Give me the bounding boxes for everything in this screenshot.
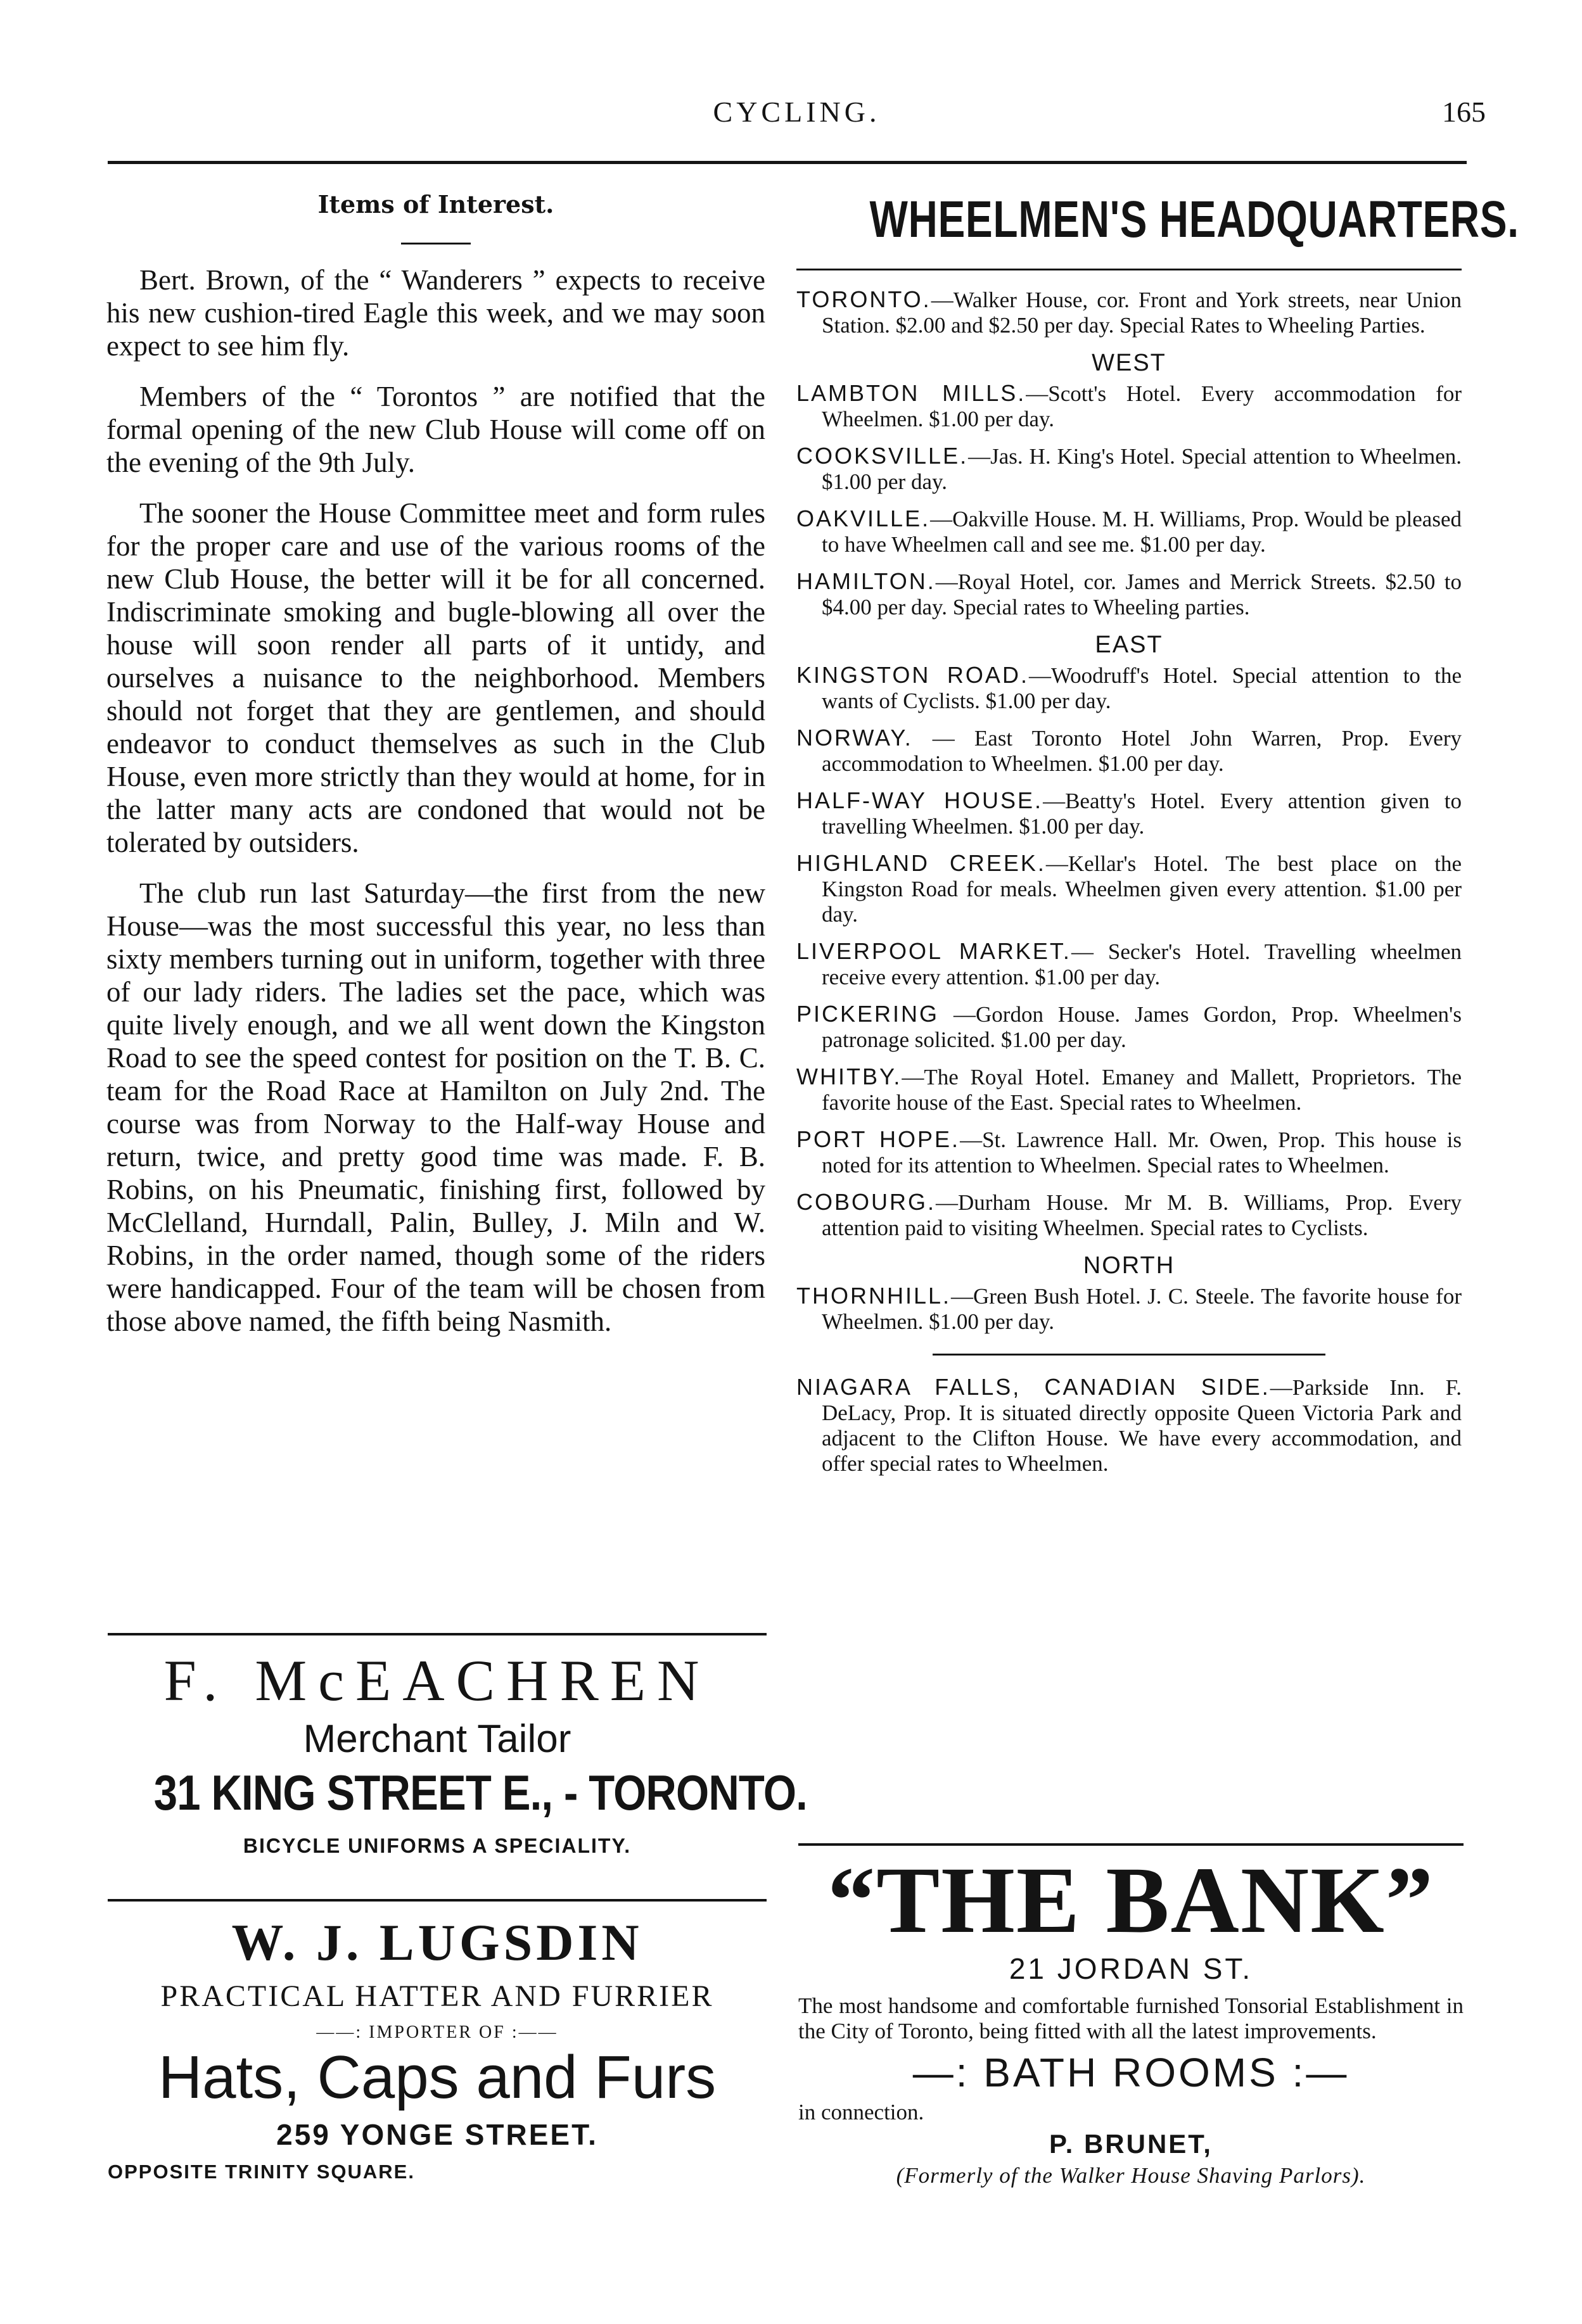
headquarters-heading: WHEELMEN'S HEADQUARTERS. [869,191,1519,248]
entry-place: PORT HOPE. [796,1126,960,1152]
entry-text: —Durham House. Mr M. B. Williams, Prop. Every attention paid to visiting Wheelmen. Special rates to Cyclists. [822,1190,1462,1240]
hotel-entry [796,663,1462,714]
hotel-entry [796,788,1462,839]
entry-place: HALF-WAY HOUSE. [796,787,1043,813]
entry-text: — Secker's Hotel. Travelling wheelmen receive every attention. $1.00 per day. [822,939,1462,989]
hotel-entry [796,939,1462,990]
header-rule [108,161,1467,164]
region-heading: WEST [1092,350,1166,376]
entry-text: —Gordon House. James Gordon, Prop. Wheelmen's patronage solicited. $1.00 per day. [822,1002,1462,1052]
mceachren-specialty: BICYCLE UNIFORMS A SPECIALITY. [243,1834,632,1857]
lugsdin-advertisement [108,1913,767,2183]
running-head [108,95,1486,139]
hotel-entry [796,569,1462,620]
left-column-end-rule [108,1633,767,1635]
item-paragraph: Members of the “ Torontos ” are notified that the formal opening of the new Club House will come off on the evening of the 9th July. [106,381,765,478]
mceachren-address: 31 KING STREET E., - TORONTO. [153,1765,807,1820]
bank-top-rule [798,1843,1464,1846]
lugsdin-goods: Hats, Caps and Furs [158,2043,717,2111]
entry-place: PICKERING [796,1001,940,1027]
headquarters-rule [796,269,1462,270]
bank-title: “THE BANK” [827,1848,1434,1953]
mceachren-trade: Merchant Tailor [303,1717,571,1761]
entry-text: —The Royal Hotel. Emaney and Mallett, Proprietors. The favorite house of the East. Special rates to Wheelmen. [822,1065,1462,1115]
hotel-entry [796,506,1462,557]
ad-separator-rule [108,1899,767,1902]
hotel-entry [796,725,1462,777]
entry-text: —Woodruff's Hotel. Special attention to the wants of Cyclists. $1.00 per day. [822,663,1462,713]
mceachren-name: F. McEACHREN [163,1648,711,1713]
hotel-entry [796,381,1462,432]
lugsdin-address: 259 YONGE STREET. [276,2118,598,2151]
entry-text: —Beatty's Hotel. Every attention given to travelling Wheelmen. $1.00 per day. [822,789,1462,839]
hotel-entry [796,1001,1462,1053]
region-heading: NORTH [1083,1252,1175,1279]
item-paragraph: The sooner the House Committee meet and form rules for the proper care and use of the various rooms of the new Club House, the better will it be for all concerned. Indiscriminate smoking and bugle-blowing all over the house will soon render all parts of it untidy, and ourselves a nuisance to the neighborhood. Members should not forget that they are gentlemen, and should endeavor to conduct themselves as such in the Club House, even more strictly than they would at home, for in the latter many acts are condoned that would not be tolerated by outsiders. [106,497,765,858]
entry-place: OAKVILLE. [796,505,931,531]
entry-text: —Parkside Inn. F. DeLacy, Prop. It is situated directly opposite Queen Victoria Park and adjacent to the Clifton House. We have every accommodation, and offer special rates to Wheelmen. [822,1375,1462,1476]
hotel-entry [796,443,1462,495]
region-heading: EAST [1095,632,1163,658]
item-paragraph: The club run last Saturday—the first from the new House—was the most successful this year, no less than sixty members turning out in uniform, together with three of our lady riders. The ladies set the pace, which was quite lively enough, and we all went down the Kingston Road to see the speed contest for position on the T. B. C. team for the Road Race at Hamilton on July 2nd. The course was from Norway to the Half-way House and return, twice, and pretty good time was made. F. B. Robins, on his Pneumatic, finishing first, followed by McClelland, Hurndall, Palin, Bulley, J. Miln and W. Robins, in the order named, though some of the riders were handicapped. Four of the team will be chosen from those above named, the fifth being Nasmith. [106,877,765,1337]
hotel-entry [796,1127,1462,1178]
entry-place: NORWAY. [796,725,913,751]
entry-place: NIAGARA FALLS, CANADIAN SIDE. [796,1374,1270,1400]
entry-place: HIGHLAND CREEK. [796,850,1046,876]
lugsdin-importer-line: ——: IMPORTER OF :—— [316,2022,558,2042]
the-bank-advertisement [798,1848,1464,2188]
niagara-rule [933,1354,1325,1356]
entry-place: HAMILTON. [796,568,936,594]
bank-proprietor: P. BRUNET, [1049,2129,1213,2159]
entry-place: THORNHILL. [796,1283,952,1309]
entry-place: COBOURG. [796,1189,936,1215]
entry-place: COOKSVILLE. [796,443,969,469]
bank-address: 21 JORDAN ST. [1009,1952,1253,1985]
lugsdin-trade: PRACTICAL HATTER AND FURRIER [160,1979,714,2013]
hotel-entry [796,1064,1462,1115]
entry-place: WHITBY. [796,1064,902,1089]
bank-bath-rooms: —: BATH ROOMS :— [912,2050,1349,2095]
mceachren-advertisement [108,1647,807,1858]
entry-place: LIVERPOOL MARKET. [796,938,1071,964]
entry-text: — East Toronto Hotel John Warren, Prop. Every accommodation to Wheelmen. $1.00 per day. [822,726,1462,776]
bank-formerly: (Formerly of the Walker House Shaving Parlors). [896,2163,1366,2188]
entry-text: —Jas. H. King's Hotel. Special attention to Wheelmen. $1.00 per day. [822,444,1462,494]
bank-description: The most handsome and comfortable furnished Tonsorial Establishment in the City of Toronto, being fitted with all the latest improvements. [798,1993,1464,2043]
items-heading: Items of Interest. [317,190,554,219]
entry-text: —St. Lawrence Hall. Mr. Owen, Prop. This house is noted for its attention to Wheelmen. Special rates to Wheelmen. [822,1127,1462,1178]
journal-title: CYCLING. [713,96,881,128]
heading-rule [401,243,471,244]
entry-text: —Kellar's Hotel. The best place on the Kingston Road for meals. Wheelmen given every attention. $1.00 per day. [822,851,1462,927]
items-of-interest-column [106,190,765,1338]
page-number: 165 [1442,96,1486,128]
hotel-entry [796,287,1462,338]
entry-text: —Royal Hotel, cor. James and Merrick Streets. $2.50 to $4.00 per day. Special rates to Wheeling parties. [822,569,1462,619]
lugsdin-opposite: OPPOSITE TRINITY SQUARE. [108,2161,415,2183]
entry-place: KINGSTON ROAD. [796,662,1029,688]
entry-place: TORONTO. [796,286,931,312]
entry-text: —Scott's Hotel. Every accommodation for Wheelmen. $1.00 per day. [822,381,1462,431]
lugsdin-name: W. J. LUGSDIN [231,1914,643,1971]
hotel-entry [796,851,1462,927]
entry-text: —Oakville House. M. H. Williams, Prop. Would be pleased to have Wheelmen call and see me. $1.00 per day. [822,507,1462,557]
entry-place: LAMBTON MILLS. [796,380,1026,406]
bank-connection: in connection. [798,2100,924,2124]
wheelmens-headquarters-column [796,190,1519,1488]
hotel-entry [796,1283,1462,1335]
hotel-entry-niagara [796,1375,1462,1476]
entry-text: —Walker House, cor. Front and York streets, near Union Station. $2.00 and $2.50 per day. Special Rates to Wheeling Parties. [822,288,1462,338]
entry-text: —Green Bush Hotel. J. C. Steele. The favorite house for Wheelmen. $1.00 per day. [822,1284,1462,1334]
item-paragraph: Bert. Brown, of the “ Wanderers ” expects to receive his new cushion-tired Eagle this week, and we may soon expect to see him fly. [106,264,765,362]
hotel-entry [796,1190,1462,1241]
